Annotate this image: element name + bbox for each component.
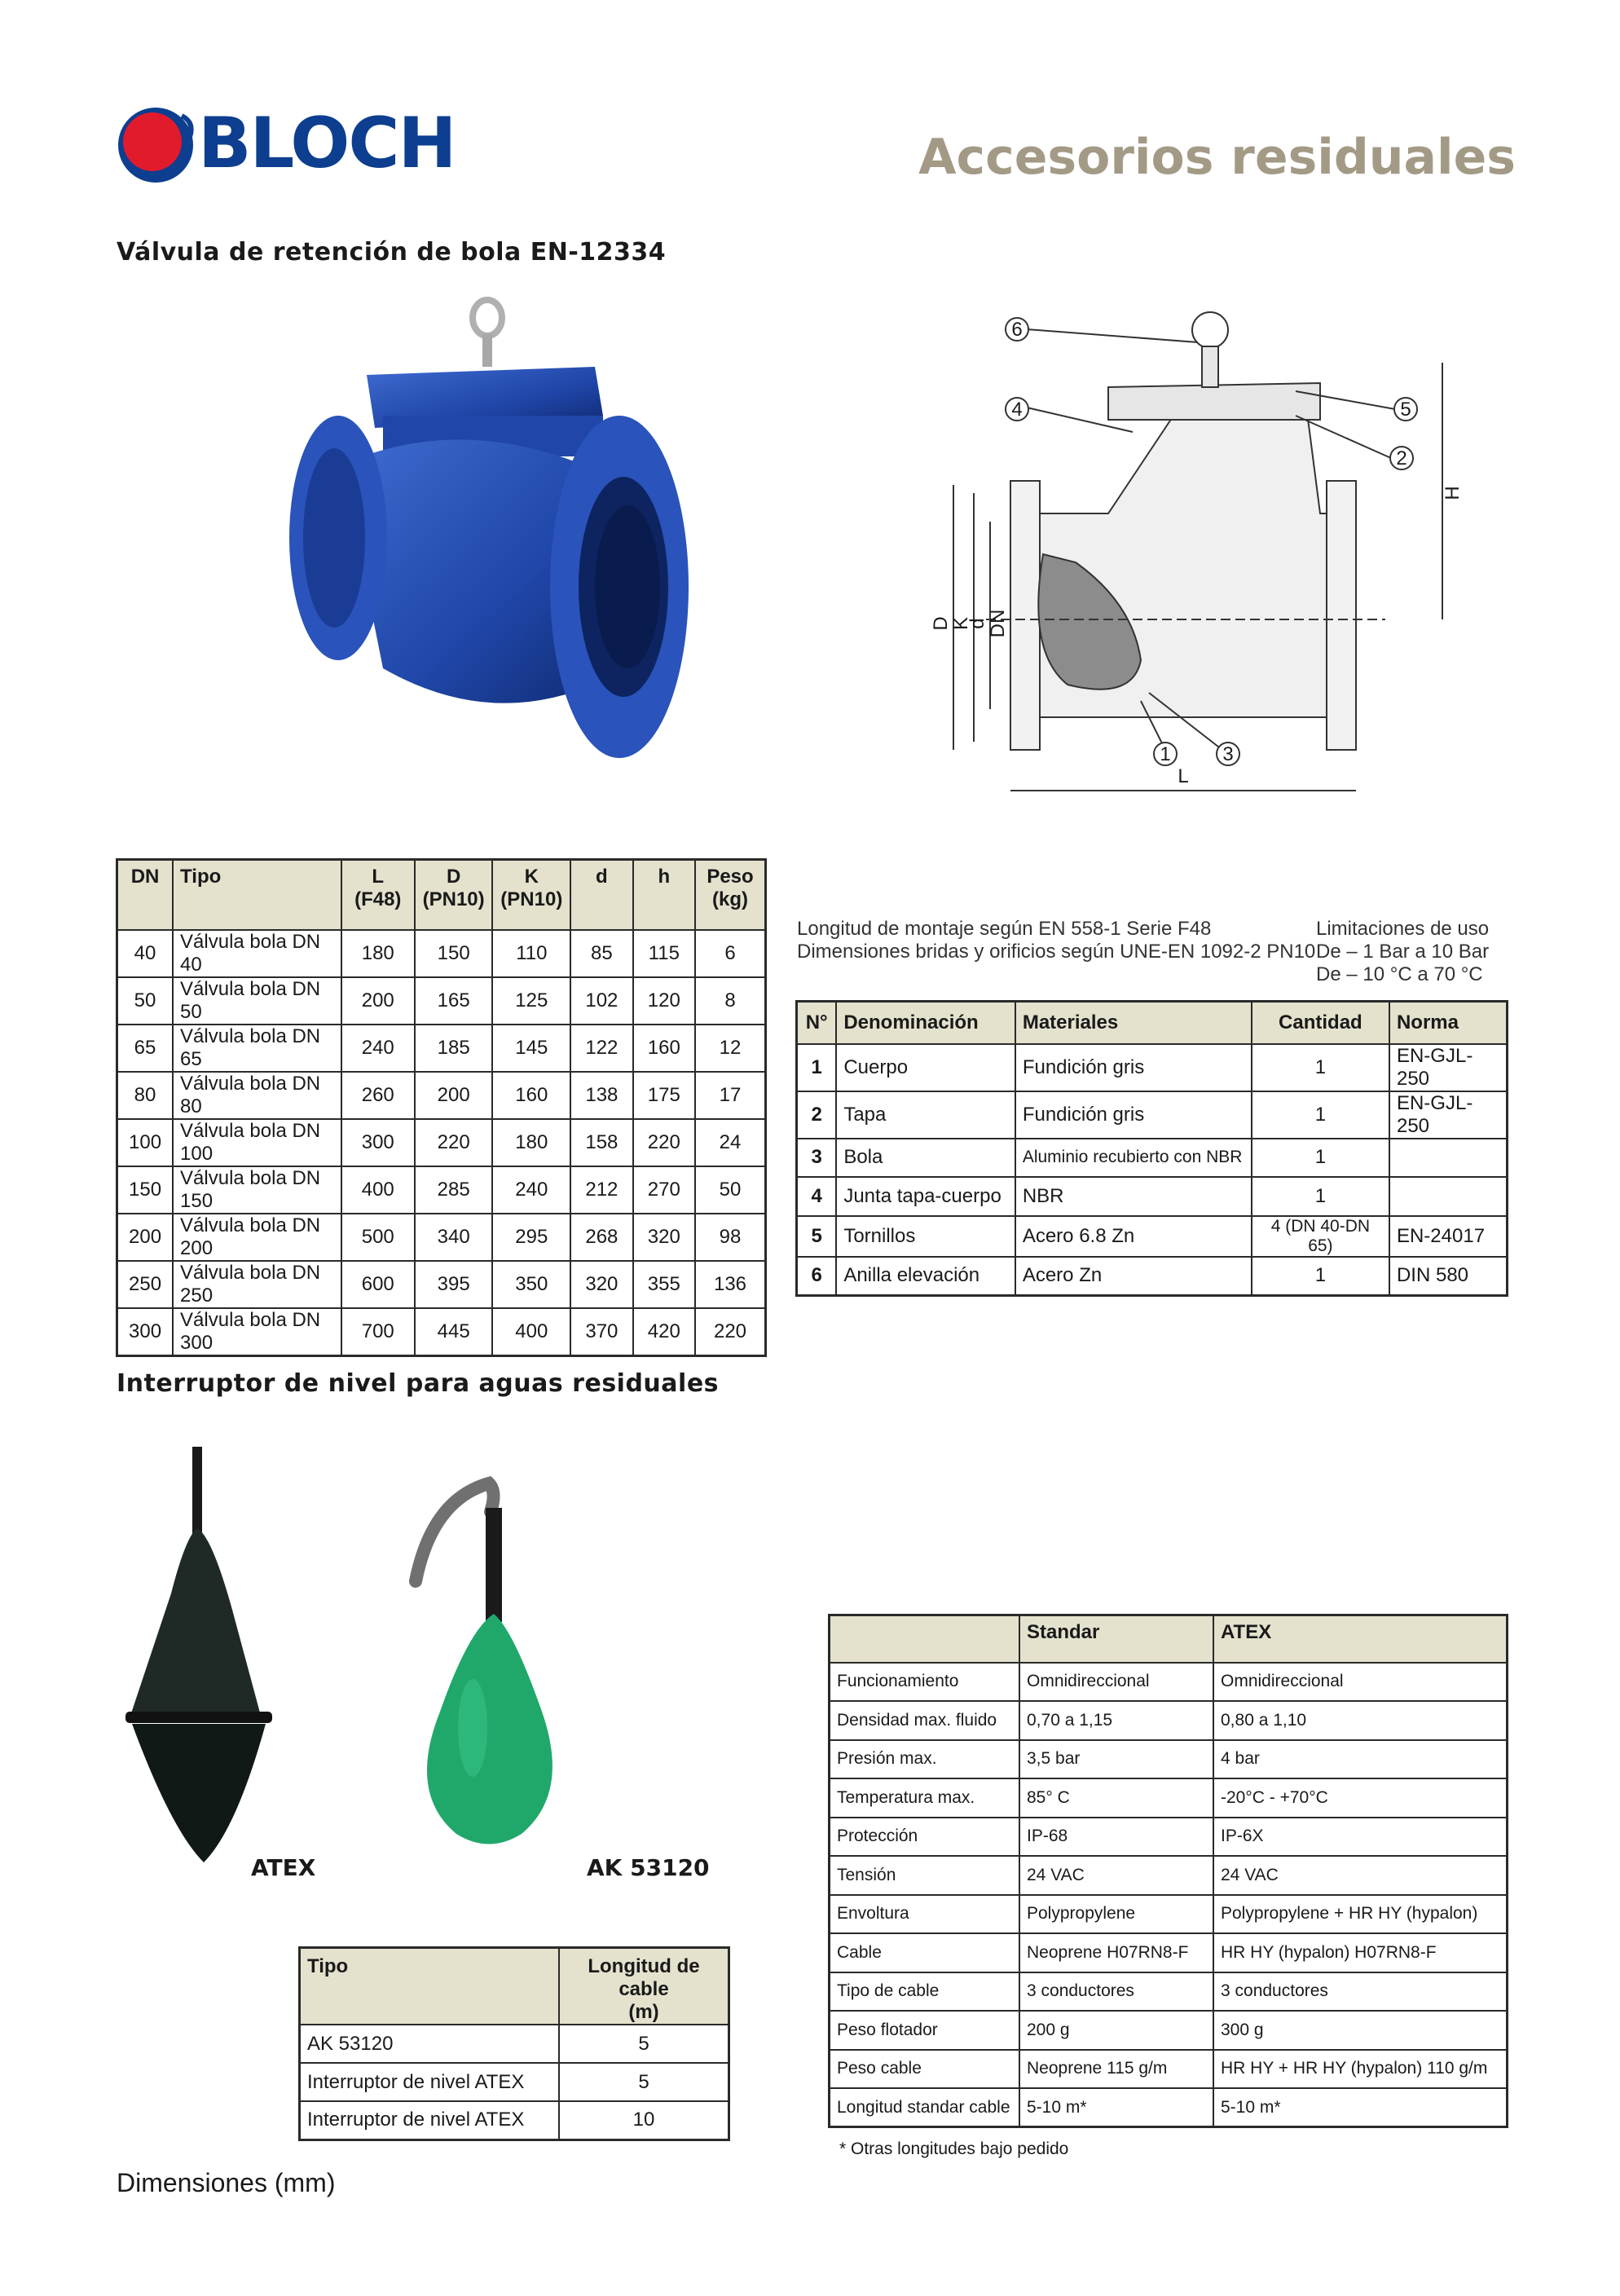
atex-float-photo [114,1447,293,1871]
table-row: Tensión 24 VAC 24 VAC [830,1856,1508,1895]
table-header-row [830,1615,1508,1663]
valve-notes-left [797,918,1315,963]
dim-d: d [966,618,988,629]
col-atex: ATEX [1213,1615,1508,1663]
brand-name: BLOCH [198,103,456,184]
callout-5: 5 [1400,399,1411,421]
table-row: 250 Válvula bola DN 250 600 395 350 320 355 136 [117,1261,766,1308]
table-row: Funcionamiento Omnidireccional Omnidireccional [830,1663,1508,1702]
col-tipo: Tipo [300,1948,560,2025]
col-k-pn10: K (PN10) [492,860,570,930]
table-row: Tipo de cable 3 conductores 3 conductores [830,1972,1508,2012]
note-limitaciones: Limitaciones de uso [1316,918,1490,940]
col-num: N° [797,1002,837,1044]
col-property [830,1615,1020,1663]
valve-notes-right [1316,918,1489,986]
col-norma: Norma [1389,1002,1508,1044]
note-presion: De – 1 Bar a 10 Bar [1316,941,1490,963]
table-row: Presión max. 3,5 bar 4 bar [830,1740,1508,1779]
table-row: 40 Válvula bola DN 40 180 150 110 85 115 6 [117,930,766,977]
note-dimensiones: Dimensiones bridas y orificios según UNE-EN 1092-2 PN10 [797,941,1316,963]
col-tipo: Tipo [173,860,341,930]
callout-2: 2 [1396,447,1407,469]
page-title: Accesorios residuales [918,129,1516,186]
note-longitud: Longitud de montaje según EN 558-1 Serie F48 [797,918,1212,940]
callout-4: 4 [1011,399,1023,421]
table-row: 2 Tapa Fundición gris 1 EN-GJL-250 [797,1091,1508,1139]
table-row: Peso cable Neoprene 115 g/m HR HY + HR HY (hypalon) 110 g/m [830,2050,1508,2089]
table-row: AK 53120 5 [300,2025,729,2063]
logo-mark-icon [117,104,206,186]
col-h: h [633,860,695,930]
col-d: d [570,860,632,930]
table-row: 150 Válvula bola DN 150 400 285 240 212 270 50 [117,1166,766,1214]
table-row: Peso flotador 200 g 300 g [830,2011,1508,2050]
table-row: 100 Válvula bola DN 100 300 220 180 158 220 24 [117,1119,766,1166]
col-d-pn10: D (PN10) [415,860,493,930]
dim-DN: DN [987,609,1009,638]
valve-section-title: Válvula de retención de bola EN-12334 [117,238,667,267]
col-materiales: Materiales [1015,1002,1252,1044]
ak-label: AK 53120 [587,1854,710,1881]
atex-label: ATEX [251,1854,316,1881]
col-longitud: Longitud de cable (m) [559,1948,729,2025]
table-row: 1 Cuerpo Fundición gris 1 EN-GJL-250 [797,1044,1508,1091]
col-cantidad: Cantidad [1252,1002,1389,1044]
units-note: Dimensiones (mm) [117,2168,336,2197]
table-row: Cable Neoprene H07RN8-F HR HY (hypalon) H07RN8-F [830,1933,1508,1972]
table-row: 300 Válvula bola DN 300 700 445 400 370 420 220 [117,1308,766,1356]
table-row: Protección IP-68 IP-6X [830,1818,1508,1857]
table-row: Longitud standar cable 5-10 m* 5-10 m* [830,2088,1508,2127]
note-temperatura: De – 10 °C a 70 °C [1316,963,1483,985]
callout-1: 1 [1160,743,1171,765]
valve-photo [269,293,693,782]
dim-D: D [930,616,952,631]
valve-section-diagram [864,310,1483,799]
table-row: Interruptor de nivel ATEX 5 [300,2063,729,2101]
callout-6: 6 [1011,319,1023,341]
table-row: Interruptor de nivel ATEX 10 [300,2101,729,2140]
table-row: 50 Válvula bola DN 50 200 165 125 102 120 8 [117,977,766,1025]
table-header-row [300,1948,729,2025]
table-row: 6 Anilla elevación Acero Zn 1 DIN 580 [797,1257,1508,1296]
callout-3: 3 [1222,743,1234,765]
table-row: Densidad max. fluido 0,70 a 1,15 0,80 a 1,10 [830,1701,1508,1740]
table-header-row [797,1002,1508,1044]
dim-H: H [1442,486,1464,500]
materials-table [795,1000,1508,1297]
table-row: 65 Válvula bola DN 65 240 185 145 122 160 12 [117,1025,766,1072]
table-header-row [117,860,766,930]
table-row: Temperatura max. 85° C -20°C - +70°C [830,1778,1508,1818]
brand-logo [117,104,491,186]
table-row: 4 Junta tapa-cuerpo NBR 1 [797,1177,1508,1216]
col-l: L (F48) [341,860,415,930]
switch-section-title: Interruptor de nivel para aguas residuales [117,1369,720,1398]
dim-K: K [950,616,972,631]
col-dn: DN [117,860,174,930]
ak-float-photo [383,1451,595,1875]
table-row: 3 Bola Aluminio recubierto con NBR 1 [797,1139,1508,1178]
cable-length-table [298,1946,730,2141]
table-row: 200 Válvula bola DN 200 500 340 295 268 320 98 [117,1214,766,1261]
table-row: 5 Tornillos Acero 6.8 Zn 4 (DN 40-DN 65) EN-24017 [797,1216,1508,1257]
col-denominacion: Denominación [836,1002,1015,1044]
table-row: Envoltura Polypropylene Polypropylene + HR HY (hypalon) [830,1895,1508,1934]
col-standar: Standar [1019,1615,1213,1663]
table-row: 80 Válvula bola DN 80 260 200 160 138 175 17 [117,1072,766,1119]
float-specs-table [828,1614,1508,2128]
dim-L: L [1178,765,1189,787]
footnote: * Otras longitudes bajo pedido [839,2140,1069,2158]
valve-dimensions-table [116,858,767,1357]
col-peso: Peso (kg) [695,860,766,930]
